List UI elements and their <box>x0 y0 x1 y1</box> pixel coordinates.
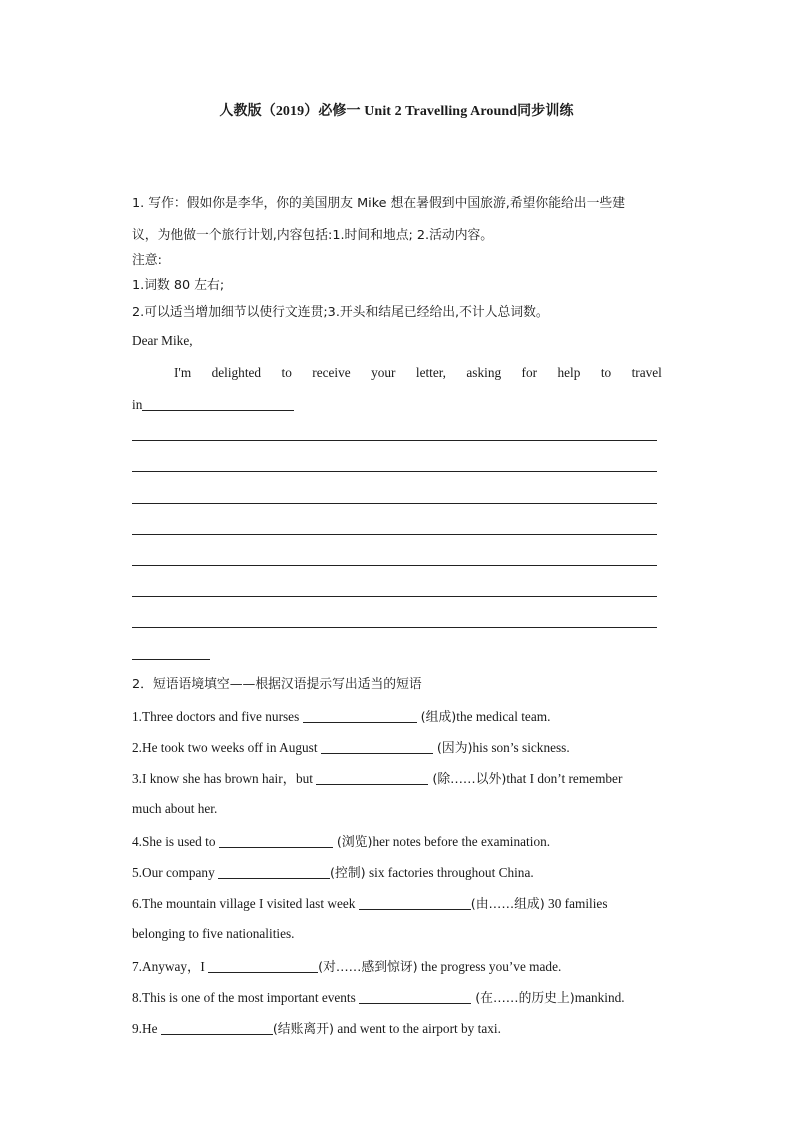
item-text: 1.Three doctors and five nurses <box>132 709 303 724</box>
q1-note-label: 注意: <box>132 253 162 268</box>
q2-item-9 <box>132 1021 501 1037</box>
item-text: that I don’t remember <box>506 771 623 786</box>
item-text: six factories throughout China. <box>365 865 534 880</box>
opening-word: to <box>600 365 612 380</box>
opening-in: in <box>132 397 143 412</box>
q1-note-2: 2.可以适当增加细节以使行文连贯;3.开头和结尾已经给出,不计人总词数。 <box>132 305 549 320</box>
chinese-hint: (对……感到惊讶) <box>318 960 418 975</box>
item-text: his son’s sickness. <box>472 740 570 755</box>
answer-blank[interactable] <box>161 1021 273 1035</box>
writing-line[interactable] <box>132 440 657 441</box>
page-title: 人教版（2019）必修一 Unit 2 Travelling Around同步训练 <box>219 104 574 119</box>
q2-item-5 <box>132 865 534 881</box>
chinese-hint: (除……以外) <box>428 772 507 787</box>
item-text: 8.This is one of the most important events <box>132 990 360 1005</box>
item-text: 5.Our company <box>132 865 219 880</box>
q2-item-3 <box>132 771 622 787</box>
writing-line[interactable] <box>132 565 657 566</box>
item-text: the medical team. <box>456 709 551 724</box>
item-text: 2.He took two weeks off in August <box>132 740 321 755</box>
writing-line[interactable] <box>132 503 657 504</box>
chinese-hint: (控制) <box>330 866 366 881</box>
item-text: and went to the airport by taxi. <box>334 1021 501 1036</box>
q1-prompt-line2: 议，为他做一个旅行计划,内容包括:1.时间和地点; 2.活动内容。 <box>132 228 494 243</box>
answer-blank[interactable] <box>321 740 433 754</box>
opening-word: to <box>281 365 292 380</box>
q2-item-7 <box>132 959 561 975</box>
chinese-hint: (组成) <box>416 710 457 725</box>
q2-item-6-continued: belonging to five nationalities. <box>132 926 295 941</box>
q2-item-2 <box>132 740 570 756</box>
chinese-hint: (结账离开) <box>272 1022 334 1037</box>
q1-opening-line <box>174 366 662 379</box>
opening-word: delighted <box>211 365 262 380</box>
answer-blank[interactable] <box>208 959 318 973</box>
item-text: the progress you’ve made. <box>417 959 562 974</box>
chinese-hint: (浏览) <box>332 835 373 850</box>
q2-heading: 2．短语语境填空——根据汉语提示写出适当的短语 <box>132 677 422 692</box>
q1-salutation: Dear Mike, <box>132 333 193 348</box>
writing-line[interactable] <box>132 627 657 628</box>
writing-line[interactable] <box>132 471 657 472</box>
q1-note-1: 1.词数 80 左右; <box>132 278 225 293</box>
q1-prompt-line1: 1. 写作：假如你是李华，你的美国朋友 Mike 想在暑假到中国旅游,希望你能给出一些建 <box>132 196 625 211</box>
writing-line-short[interactable] <box>132 659 210 660</box>
item-text: 6.The mountain village I visited last week <box>132 896 359 911</box>
q2-item-1 <box>132 709 550 725</box>
opening-word: travel <box>631 365 662 380</box>
writing-line[interactable] <box>132 596 657 597</box>
q1-opening-continuation <box>132 397 294 411</box>
opening-word: I'm <box>174 365 192 380</box>
q2-item-6 <box>132 896 608 912</box>
opening-word: help <box>557 365 581 380</box>
writing-blank[interactable] <box>142 397 294 411</box>
answer-blank[interactable] <box>316 771 428 785</box>
item-text: 9.He <box>132 1021 161 1036</box>
item-text: her notes before the examination. <box>372 834 551 849</box>
item-text: mankind. <box>574 990 625 1005</box>
writing-line[interactable] <box>132 534 657 535</box>
answer-blank[interactable] <box>219 834 333 848</box>
q2-item-8 <box>132 990 625 1006</box>
q2-item-3-continued: much about her. <box>132 801 218 816</box>
opening-word: receive <box>312 365 351 380</box>
answer-blank[interactable] <box>218 865 330 879</box>
opening-word: your <box>371 365 396 380</box>
opening-word: asking <box>466 365 502 380</box>
q2-item-4 <box>132 834 550 850</box>
item-text: 30 families <box>544 896 608 911</box>
item-text: 3.I know she has brown hair，but <box>132 771 317 786</box>
opening-word: letter, <box>415 365 446 380</box>
answer-blank[interactable] <box>359 990 471 1004</box>
answer-blank[interactable] <box>303 709 417 723</box>
item-text: 7.Anyway，I <box>132 959 209 974</box>
chinese-hint: (在……的历史上) <box>471 991 575 1006</box>
chinese-hint: (因为) <box>432 741 473 756</box>
chinese-hint: (由……组成) <box>470 897 545 912</box>
answer-blank[interactable] <box>359 896 471 910</box>
item-text: 4.She is used to <box>132 834 219 849</box>
opening-word: for <box>521 365 538 380</box>
